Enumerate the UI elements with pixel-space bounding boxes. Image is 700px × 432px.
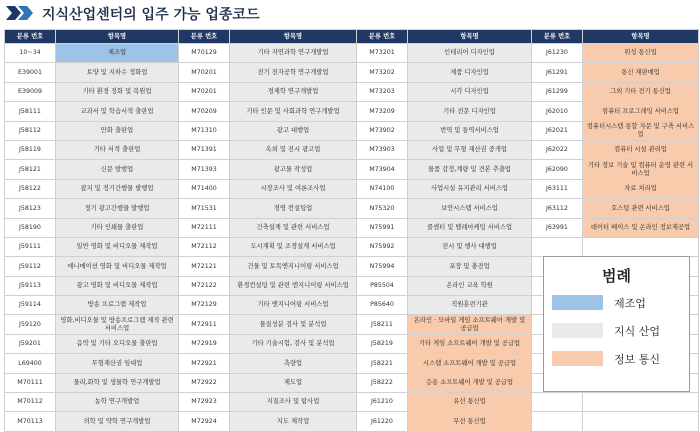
industry-name-cell: 농학 연구개발업 [56,393,179,412]
industry-name-cell: 애니메이션 영화 및 비디오물 제작업 [56,257,179,276]
industry-code-cell: J59114 [5,296,56,315]
industry-name-cell: 전기 전자공학 연구개발업 [230,63,357,82]
industry-name-cell: 컴퓨터 프로그래밍 서비스업 [583,102,699,121]
table-row [5,44,699,63]
industry-name-cell: 무형재산권 임대업 [56,354,179,373]
industry-name-cell: 측량업 [230,354,357,373]
industry-code-cell: J59120 [5,315,56,334]
industry-name-cell: 응용 소프트웨어 개발 및 공급업 [408,373,532,392]
industry-code-cell: J62010 [532,102,583,121]
industry-name-cell: 기타 정보 기술 및 컴퓨터 운영 관련 서비스업 [583,160,699,179]
industry-name-cell: 기타 기술시험, 검사 및 분석업 [230,334,357,353]
industry-name-cell: 광고물 작성업 [230,160,357,179]
industry-code-cell: M71310 [179,121,230,140]
industry-name-cell: 통신 재판매업 [583,63,699,82]
industry-name-cell: 기타 서적 출판업 [56,140,179,159]
industry-name-cell: 지질조사 및 탐사업 [230,393,357,412]
table-row [5,121,699,140]
industry-name-cell: 방송 프로그램 제작업 [56,296,179,315]
industry-name-cell: 무선 통신업 [408,412,532,431]
industry-code-cell: J58190 [5,218,56,237]
empty-cell [583,412,699,431]
industry-name-cell: 물리,화학 및 생물학 연구개발업 [56,373,179,392]
legend-swatch [552,351,603,366]
industry-code-cell: N75992 [357,237,408,256]
industry-name-cell: 인테리어 디자인업 [408,44,532,63]
table-row [5,393,699,412]
column-header: 분류 번호 [179,30,230,44]
industry-name-cell: 자료 처리업 [583,179,699,198]
industry-code-cell: M73904 [357,160,408,179]
table-row [5,412,699,431]
industry-name-cell: 도시계획 및 조경설계 서비스업 [230,237,357,256]
industry-name-cell: 그외 기타 전기 통신업 [583,82,699,101]
industry-code-cell: J62021 [532,121,583,140]
industry-name-cell: 보안시스템 서비스업 [408,199,532,218]
industry-name-cell: 토양 및 지하수 정화업 [56,63,179,82]
column-header: 항목명 [56,30,179,44]
industry-name-cell: 위성 통신업 [583,44,699,63]
industry-code-cell: P85504 [357,276,408,295]
industry-name-cell: 잡지 및 정기간행물 발행업 [56,179,179,198]
industry-code-cell: N75320 [357,199,408,218]
table-row [5,199,699,218]
industry-code-cell: M70111 [5,373,56,392]
industry-name-cell: 시장조사 및 여론조사업 [230,179,357,198]
industry-name-cell: 전시 및 행사 대행업 [408,237,532,256]
industry-code-cell: M72911 [179,315,230,334]
table-row [5,140,699,159]
industry-code-cell: M73903 [357,140,408,159]
industry-name-cell: 제도업 [230,373,357,392]
industry-code-cell: J63112 [532,199,583,218]
industry-code-cell: J58119 [5,140,56,159]
industry-code-cell: J58211 [357,315,408,334]
industry-code-cell: J61220 [357,412,408,431]
industry-name-cell: 정기 광고간행물 발행업 [56,199,179,218]
industry-code-cell: M72121 [179,257,230,276]
column-header: 분류 번호 [5,30,56,44]
industry-name-cell: 환경컨설팅 및 관련 엔지니어링 서비스업 [230,276,357,295]
industry-name-cell: 번역 및 통역서비스업 [408,121,532,140]
page-header [0,0,700,26]
legend-title: 범례 [602,267,631,285]
industry-code-cell: N75994 [357,257,408,276]
industry-code-cell: M71393 [179,160,230,179]
industry-name-cell: 컴퓨터 시설 관리업 [583,140,699,159]
industry-code-cell: J59201 [5,334,56,353]
industry-code-cell: J61230 [532,44,583,63]
industry-code-cell: 10~34 [5,44,56,63]
industry-code-cell: J58121 [5,160,56,179]
industry-code-cell: J58123 [5,199,56,218]
industry-name-cell: 광고 대행업 [230,121,357,140]
industry-name-cell: 물품 감정,계량 및 견본 추출업 [408,160,532,179]
column-header: 항목명 [230,30,357,44]
industry-name-cell: 시스템 소프트웨어 개발 및 공급업 [408,354,532,373]
industry-code-cell: J58111 [5,102,56,121]
industry-name-cell: 온라인 교육 학원 [408,276,532,295]
industry-code-cell: J62022 [532,140,583,159]
empty-cell [583,237,699,256]
table-row [5,82,699,101]
industry-code-cell: J58122 [5,179,56,198]
industry-code-cell: J58112 [5,121,56,140]
industry-code-cell: M72129 [179,296,230,315]
table-row [5,218,699,237]
industry-name-cell: 사업 및 무형 재산권 중개업 [408,140,532,159]
legend-box [543,256,690,392]
legend-label: 제조업 [614,297,646,310]
industry-name-cell: 영화,비디오물 및 방송프로그램 제작 관련 서비스업 [56,315,179,334]
industry-code-cell: M70112 [5,393,56,412]
industry-name-cell: 온라인 · 모바일 게임 소프트웨어 개발 및 공급업 [408,315,532,334]
industry-code-cell: M72921 [179,354,230,373]
industry-code-cell: M72919 [179,334,230,353]
industry-code-cell: J59112 [5,257,56,276]
industry-name-cell: 기타 전문 디자인업 [408,102,532,121]
industry-code-cell: J59111 [5,237,56,256]
industry-code-cell: M71400 [179,179,230,198]
industry-code-cell: M73203 [357,82,408,101]
industry-code-cell: J58221 [357,354,408,373]
legend-item-knowledge [552,321,682,339]
industry-name-cell: 콜센터 및 텔레마케팅 서비스업 [408,218,532,237]
industry-name-cell: 건축설계 및 관련 서비스업 [230,218,357,237]
column-header: 항목명 [408,30,532,44]
industry-code-cell: J59113 [5,276,56,295]
industry-code-cell: J63991 [532,218,583,237]
industry-code-cell: J61299 [532,82,583,101]
legend-item-manufacturing [552,293,682,311]
industry-name-cell: 물질성분 검사 및 분석업 [230,315,357,334]
industry-name-cell: 지도 제작업 [230,412,357,431]
industry-name-cell: 기타 게임 소프트웨어 개발 및 공급업 [408,334,532,353]
industry-name-cell: 시각 디자인업 [408,82,532,101]
industry-name-cell: 데이터 베이스 및 온라인 정보제공업 [583,218,699,237]
table-row [5,160,699,179]
industry-name-cell: 경영 컨설팅업 [230,199,357,218]
industry-code-cell: J63111 [532,179,583,198]
empty-cell [532,237,583,256]
industry-code-cell: J58222 [357,373,408,392]
legend-swatch [552,323,603,338]
industry-name-cell: 광고 영화 및 비디오물 제작업 [56,276,179,295]
industry-code-cell: M70209 [179,102,230,121]
industry-name-cell: 컴퓨터시스템 통합 자문 및 구축 서비스업 [583,121,699,140]
empty-cell [532,412,583,431]
industry-code-cell: E39009 [5,82,56,101]
column-header: 분류 번호 [357,30,408,44]
industry-name-cell: 제조업 [56,44,179,63]
industry-code-cell: M72112 [179,237,230,256]
industry-name-cell: 경제학 연구개발업 [230,82,357,101]
industry-name-cell: 유선 통신업 [408,393,532,412]
industry-name-cell: 옥외 및 전시 광고업 [230,140,357,159]
industry-code-cell: M70201 [179,63,230,82]
industry-code-cell: J61291 [532,63,583,82]
industry-code-cell: P85640 [357,296,408,315]
industry-name-cell: 신문 발행업 [56,160,179,179]
industry-name-cell: 포장 및 충전업 [408,257,532,276]
industry-code-cell: L69400 [5,354,56,373]
industry-code-cell: M72122 [179,276,230,295]
industry-code-cell: M72111 [179,218,230,237]
industry-code-cell: M72924 [179,412,230,431]
industry-name-cell: 만화 출판업 [56,121,179,140]
industry-code-cell: M70201 [179,82,230,101]
industry-name-cell: 기타 엔지니어링 서비스업 [230,296,357,315]
industry-name-cell: 음악 및 기타 오디오물 출판업 [56,334,179,353]
industry-code-cell: N74100 [357,179,408,198]
table-row [5,102,699,121]
industry-code-cell: M70113 [5,412,56,431]
industry-code-cell: J62090 [532,160,583,179]
column-header: 항목명 [583,30,699,44]
table-row [5,63,699,82]
industry-code-cell: M71531 [179,199,230,218]
table-header-row [5,30,699,44]
industry-code-cell: M73902 [357,121,408,140]
industry-name-cell: 기타 인쇄물 출판업 [56,218,179,237]
industry-code-cell: M73202 [357,63,408,82]
industry-code-cell: N75991 [357,218,408,237]
industry-code-cell: J58219 [357,334,408,353]
table-row [5,179,699,198]
industry-name-cell: 교과서 및 학습서적 출판업 [56,102,179,121]
industry-name-cell: 의학 및 약학 연구개발업 [56,412,179,431]
table-row [5,237,699,256]
legend-item-info-comm [552,349,682,367]
industry-name-cell: 기타 환경 정화 및 복원업 [56,82,179,101]
industry-code-cell: M72923 [179,393,230,412]
industry-code-cell: M73201 [357,44,408,63]
legend-label: 지식 산업 [614,325,661,338]
industry-name-cell: 건물 및 토목엔지니어링 서비스업 [230,257,357,276]
industry-code-cell: M73209 [357,102,408,121]
empty-cell [532,393,583,412]
industry-code-cell: J61210 [357,393,408,412]
industry-code-cell: M71391 [179,140,230,159]
empty-cell [583,393,699,412]
industry-code-cell: M70129 [179,44,230,63]
industry-code-cell: E39001 [5,63,56,82]
legend-label: 정보 통신 [614,353,661,366]
chevron-arrows-icon [6,6,36,20]
industry-name-cell: 일반 영화 및 비디오물 제작업 [56,237,179,256]
industry-name-cell: 호스팅 관련 서비스업 [583,199,699,218]
industry-name-cell: 직원훈련기관 [408,296,532,315]
industry-name-cell: 제품 디자인업 [408,63,532,82]
page-title: 지식산업센터의 입주 가능 업종코드 [42,7,260,23]
legend-swatch [552,295,603,310]
industry-name-cell: 기타 자연과학 연구개발업 [230,44,357,63]
industry-name-cell: 기타 인문 및 사회과학 연구개발업 [230,102,357,121]
column-header: 분류 번호 [532,30,583,44]
industry-code-cell: M72922 [179,373,230,392]
industry-name-cell: 사업시설 유지관리 서비스업 [408,179,532,198]
